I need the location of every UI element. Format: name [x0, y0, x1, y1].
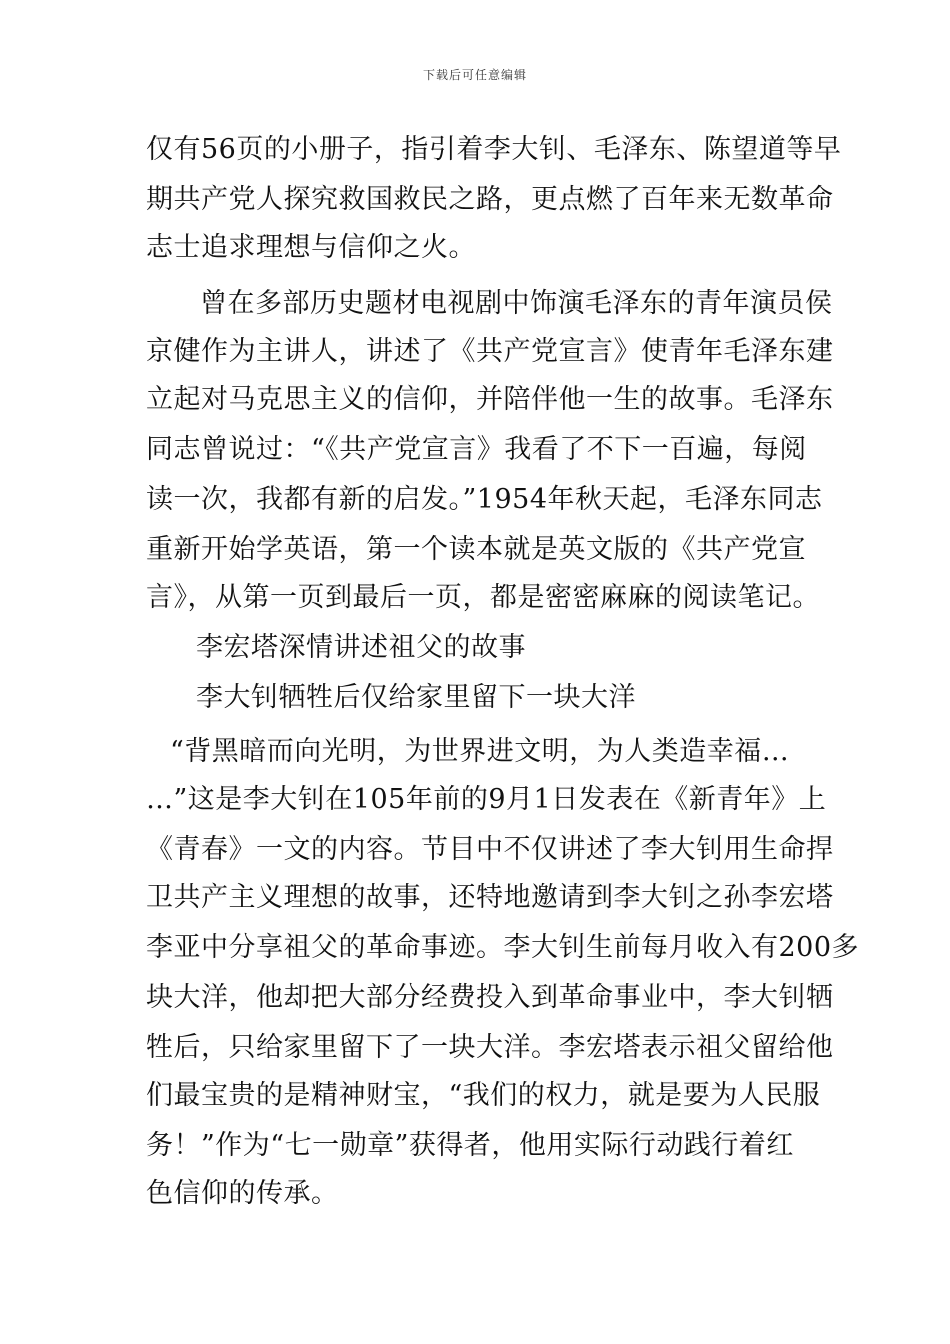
subheading-1: 李宏塔深情讲述祖父的故事: [196, 632, 526, 663]
paragraph-3-line-1: “背黑暗而向光明，为世界进文明，为人类造幸福…: [170, 736, 790, 767]
paragraph-3-line-9: 务！”作为“七一勋章”获得者，他用实际行动践行着红: [146, 1130, 794, 1161]
paragraph-3-line-3: 《青春》一文的内容。节目中不仅讲述了李大钊用生命捍: [146, 834, 834, 865]
paragraph-3-line-5: 李亚中分享祖父的革命事迹。李大钊生前每月收入有200多: [146, 932, 860, 963]
subheading-2: 李大钊牺牲后仅给家里留下一块大洋: [196, 682, 636, 713]
paragraph-2-line-7: 言》，从第一页到最后一页，都是密密麻麻的阅读笔记。: [146, 582, 820, 613]
paragraph-3-line-10: 色信仰的传承。: [146, 1178, 339, 1209]
paragraph-1-line-1: 仅有56页的小册子，指引着李大钊、毛泽东、陈望道等早: [146, 134, 842, 165]
paragraph-2-line-2: 京健作为主讲人，讲述了《共产党宣言》使青年毛泽东建: [146, 336, 834, 367]
paragraph-3-line-2: …”这是李大钊在105年前的9月1日发表在《新青年》上: [146, 784, 827, 815]
paragraph-3-line-6: 块大洋，他却把大部分经费投入到革命事业中，李大钊牺: [146, 982, 834, 1013]
paragraph-3-line-4: 卫共产主义理想的故事，还特地邀请到李大钊之孙李宏塔: [146, 882, 834, 913]
page-header: 下载后可任意编辑: [422, 68, 527, 82]
paragraph-2-line-3: 立起对马克思主义的信仰，并陪伴他一生的故事。毛泽东: [146, 384, 834, 415]
paragraph-2-line-1: 曾在多部历史题材电视剧中饰演毛泽东的青年演员侯: [200, 288, 833, 319]
paragraph-3-line-7: 牲后，只给家里留下了一块大洋。李宏塔表示祖父留给他: [146, 1032, 834, 1063]
paragraph-1-line-2: 期共产党人探究救国救民之路，更点燃了百年来无数革命: [146, 184, 834, 215]
paragraph-2-line-5: 读一次，我都有新的启发。”1954年秋天起，毛泽东同志: [146, 484, 823, 515]
paragraph-2-line-4: 同志曾说过：“《共产党宣言》我看了不下一百遍，每阅: [146, 434, 807, 465]
paragraph-2-line-6: 重新开始学英语，第一个读本就是英文版的《共产党宣: [146, 534, 806, 565]
paragraph-1-line-3: 志士追求理想与信仰之火。: [146, 232, 476, 263]
paragraph-3-line-8: 们最宝贵的是精神财宝，“我们的权力，就是要为人民服: [146, 1080, 821, 1111]
